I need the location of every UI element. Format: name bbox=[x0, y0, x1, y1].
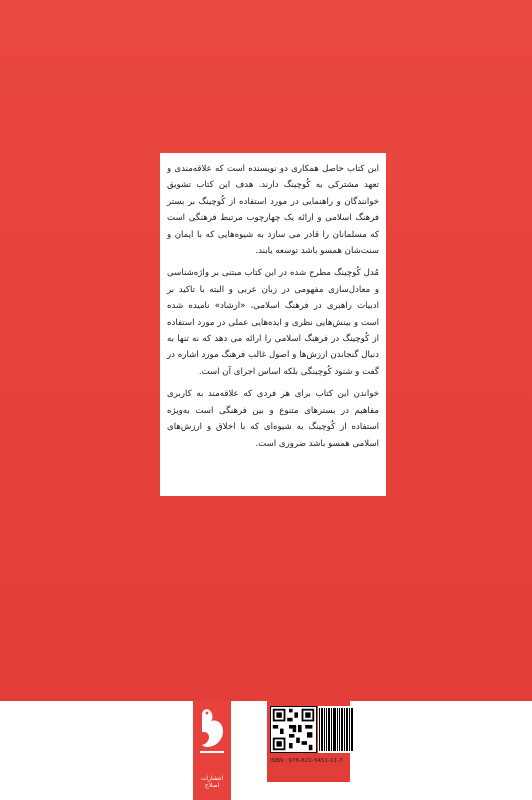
blurb-paragraph-3: خواندن این کتاب برای هر فردی که علاقه‌مند به کاربری مفاهیم در بسترهای متنوع و بین فرهنگی است به‌ویژه استفاده از کُوچینگ به شیوه‌ای که با اخلاق و ارزش‌های اسلامی همسو باشد ضروری است. bbox=[167, 389, 379, 449]
blurb-panel bbox=[160, 153, 386, 496]
isbn-label: ISBN : 978-622-5451-11-7 bbox=[270, 758, 343, 764]
barcode bbox=[318, 706, 354, 753]
footer-strip bbox=[0, 782, 532, 800]
qr-code bbox=[270, 706, 317, 753]
publisher-name: انتشارات اصلاح bbox=[200, 775, 224, 789]
blurb-paragraph-1: این کتاب حاصل همکاری دو نویسنده است که علاقه‌مندی و تعهد مشترکی به کُوچینگ دارند. هدف این کتاب تشویق خوانندگان و راهنمایی در مورد استفاده از کُوچینگ بر بستر فرهنگ اسلامی و ارائه یک چهارچوب مرتبط فرهنگی است که مسلمانان را قادر می سازد به شیوه‌هایی که با ایمان و سنت‌شان همسو باشد توسعه یابند. bbox=[167, 164, 379, 257]
publisher-badge bbox=[193, 701, 231, 800]
bird-logo-icon bbox=[193, 701, 231, 771]
blurb-paragraph-2: مُدل کُوچینگ مطرح شده در این کتاب مبتنی بر واژه‌شناسی و معادل‌سازی مفهومی در زبان عربی و البته با تاکید بر ادبیات راهبری در فرهنگ اسلامی، «ارشاد» نامیده شده است و بینش‌هایی نظری و ایده‌هایی عملی در مورد استفاده از کُوچینگ در فرهنگ اسلامی را ارائه می دهد که نه تنها به دنبال گنجاندن ارزش‌ها و اصول غالب فرهنگ مورد اشاره در گفت و شنود کُوچینگی بلکه اساس اجرای آن است. bbox=[167, 268, 379, 377]
